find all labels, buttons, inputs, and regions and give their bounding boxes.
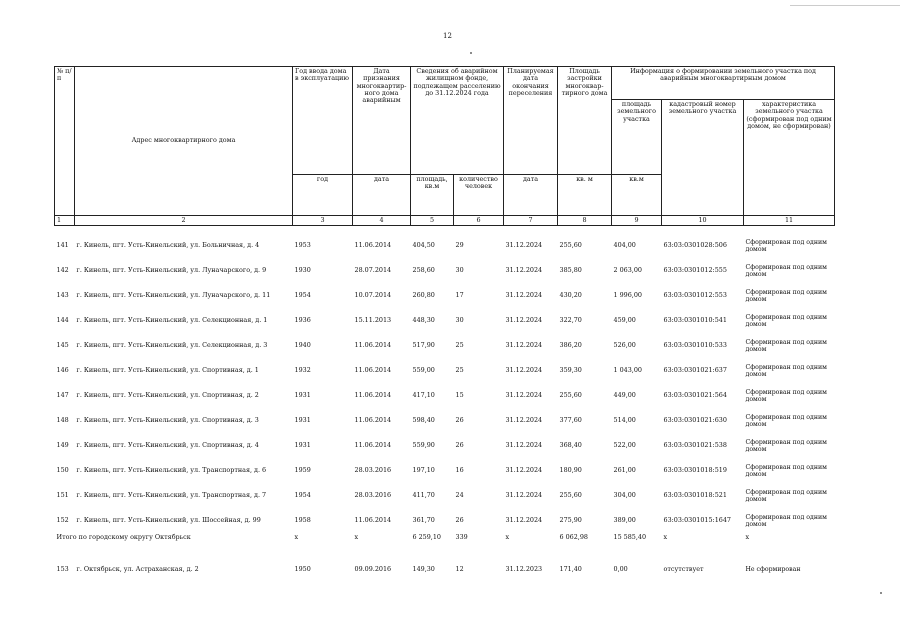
row-planned: 31.12.2024 [505,391,543,400]
header-emergency-fund: Сведения об аварийном жилищном фонде, подлежащем расселению до 31.12.2024 года [411,67,504,175]
table-row [55,383,835,408]
row-num: 145 [56,341,69,350]
row-land-area: 449,00 [613,391,636,400]
header-planned-date: Планируемая дата окончания переселения [504,67,558,175]
row-address: г. Октябрьск, ул. Астраханская, д. 2 [76,565,199,574]
row-building-area: 385,80 [559,266,582,275]
header-land-area: площадь земельного участка [612,100,662,175]
row-status: Сформирован под одним домом [745,263,827,278]
row-date: 28.03.2016 [354,491,392,500]
table-row [55,408,835,433]
row-building-area: 275,90 [559,516,582,525]
row-building-area: 430,20 [559,291,582,300]
row-cadastral: 63:03:0301015:1647 [663,516,731,525]
row-area: 258,60 [412,266,435,275]
row-date: 15.11.2013 [354,316,392,325]
row-area: 411,70 [412,491,435,500]
row-year: 1936 [294,316,311,325]
row-date: 09.09.2016 [354,565,392,574]
row-people: 25 [455,366,464,375]
row-address: г. Кинель, пгт. Усть-Кинельский, ул. Больничная, д. 4 [76,241,260,250]
row-address: г. Кинель, пгт. Усть-Кинельский, ул. Транспортная, д. 6 [76,466,267,475]
row-status: Сформирован под одним домом [745,313,827,328]
unit-sqm-land: кв.м [612,175,662,216]
row-num: 141 [56,241,69,250]
table-row [55,458,835,483]
row-planned: 31.12.2024 [505,466,543,475]
row-land-area: 1 996,00 [613,291,642,300]
row-status: Сформирован под одним домом [745,363,827,378]
total-planned: х [505,533,510,542]
row-num: 149 [56,441,69,450]
row-planned: 31.12.2024 [505,366,543,375]
row-people: 12 [455,565,464,574]
row-people: 29 [455,241,464,250]
table-row [55,557,835,582]
total-land-area: 15 585,40 [613,533,647,542]
row-year: 1950 [294,565,311,574]
row-area: 559,00 [412,366,435,375]
row-people: 26 [455,516,464,525]
row-year: 1930 [294,266,311,275]
row-land-area: 459,00 [613,316,636,325]
table-row [55,358,835,383]
row-planned: 31.12.2024 [505,241,543,250]
row-status: Сформирован под одним домом [745,238,827,253]
row-land-area: 304,00 [613,491,636,500]
row-cadastral: 63:03:0301018:519 [663,466,727,475]
row-land-area: 522,00 [613,441,636,450]
row-planned: 31.12.2024 [505,491,543,500]
row-area: 417,10 [412,391,435,400]
row-cadastral: 63:03:0301012:555 [663,266,727,275]
total-building-area: 6 062,98 [559,533,588,542]
row-num: 144 [56,316,69,325]
row-building-area: 255,60 [559,491,582,500]
row-cadastral: 63:03:0301021:637 [663,366,727,375]
header-num: № п/п [55,67,75,216]
row-building-area: 377,60 [559,416,582,425]
row-year: 1931 [294,416,311,425]
row-land-area: 0,00 [613,565,628,574]
row-cadastral: 63:03:0301012:553 [663,291,727,300]
total-cadastral: х [663,533,668,542]
col-number: 1 [55,216,75,226]
row-building-area: 255,60 [559,391,582,400]
row-people: 26 [455,416,464,425]
row-land-area: 389,00 [613,516,636,525]
row-land-area: 2 063,00 [613,266,642,275]
total-people: 339 [455,533,468,542]
table-row [55,283,835,308]
row-year: 1931 [294,441,311,450]
scan-edge-line [790,5,900,6]
row-year: 1954 [294,491,311,500]
row-area: 361,70 [412,516,435,525]
row-land-area: 1 043,00 [613,366,642,375]
total-year: х [294,533,299,542]
row-people: 16 [455,466,464,475]
row-address: г. Кинель, пгт. Усть-Кинельский, ул. Спортивная, д. 4 [76,441,259,450]
row-planned: 31.12.2024 [505,266,543,275]
row-date: 11.06.2014 [354,516,392,525]
row-address: г. Кинель, пгт. Усть-Кинельский, ул. Спортивная, д. 1 [76,366,259,375]
col-number: 5 [411,216,454,226]
row-cadastral: 63:03:0301021:630 [663,416,727,425]
row-area: 404,50 [412,241,435,250]
table-row [55,233,835,258]
row-area: 559,90 [412,441,435,450]
row-land-area: 526,00 [613,341,636,350]
unit-date: дата [353,175,411,216]
emergency-housing-table [54,66,835,582]
total-label: Итого по городскому округу Октябрьск [56,533,191,542]
row-date: 28.03.2016 [354,466,392,475]
row-year: 1931 [294,391,311,400]
table-row [55,508,835,533]
row-year: 1932 [294,366,311,375]
row-building-area: 322,70 [559,316,582,325]
row-date: 11.06.2014 [354,366,392,375]
col-number: 8 [558,216,612,226]
col-number: 11 [744,216,835,226]
scan-dot [470,52,472,54]
row-area: 149,30 [412,565,435,574]
row-status: Сформирован под одним домом [745,388,827,403]
unit-year: год [293,175,353,216]
table-row [55,483,835,508]
row-address: г. Кинель, пгт. Усть-Кинельский, ул. Спортивная, д. 3 [76,416,259,425]
unit-people: количество человек [454,175,504,216]
header-land-info: Информация о формировании земельного участка под аварийным многоквартирным домом [612,67,835,100]
row-address: г. Кинель, пгт. Усть-Кинельский, ул. Селекционная, д. 3 [76,341,268,350]
row-planned: 31.12.2024 [505,341,543,350]
row-num: 143 [56,291,69,300]
unit-sqm: кв. м [558,175,612,216]
row-people: 17 [455,291,464,300]
row-people: 25 [455,341,464,350]
row-address: г. Кинель, пгт. Усть-Кинельский, ул. Транспортная, д. 7 [76,491,267,500]
row-planned: 31.12.2024 [505,316,543,325]
row-building-area: 180,90 [559,466,582,475]
col-number: 2 [75,216,293,226]
row-status: Сформирован под одним домом [745,413,827,428]
row-cadastral: 63:03:0301028:506 [663,241,727,250]
row-cadastral: 63:03:0301018:521 [663,491,727,500]
total-date: х [354,533,359,542]
row-planned: 31.12.2024 [505,441,543,450]
row-area: 517,90 [412,341,435,350]
row-status: Сформирован под одним домом [745,463,827,478]
row-building-area: 255,60 [559,241,582,250]
unit-date-planned: дата [504,175,558,216]
row-cadastral: отсутствует [663,565,704,574]
col-number: 3 [293,216,353,226]
row-people: 30 [455,266,464,275]
row-people: 30 [455,316,464,325]
header-characteristic: характеристика земельного участка (сформирован под одним домом, не сформирован) [744,100,835,216]
header-building-area: Площадь застройки многоквар-тирного дома [558,67,612,175]
col-number: 4 [353,216,411,226]
col-number: 6 [454,216,504,226]
row-year: 1958 [294,516,311,525]
row-status: Сформирован под одним домом [745,488,827,503]
row-num: 150 [56,466,69,475]
row-area: 197,10 [412,466,435,475]
table-row [55,258,835,283]
page-number: 12 [443,32,452,40]
row-date: 11.06.2014 [354,441,392,450]
row-year: 1953 [294,241,311,250]
row-year: 1954 [294,291,311,300]
header-year-commissioned: Год ввода дома в эксплуатацию [293,67,353,175]
col-number: 9 [612,216,662,226]
row-num: 153 [56,565,69,574]
row-people: 24 [455,491,464,500]
row-num: 151 [56,491,69,500]
row-people: 26 [455,441,464,450]
row-date: 11.06.2014 [354,391,392,400]
row-cadastral: 63:03:0301021:564 [663,391,727,400]
table-footer-rows [55,533,835,582]
unit-area: площадь, кв.м [411,175,454,216]
header-address: Адрес многоквартирного дома [75,67,293,216]
row-cadastral: 63:03:0301010:541 [663,316,727,325]
table-body [55,226,835,534]
row-num: 147 [56,391,69,400]
header-date-emergency: Дата признания многоквартир-ного дома аварийным [353,67,411,175]
row-address: г. Кинель, пгт. Усть-Кинельский, ул. Шоссейная, д. 99 [76,516,261,525]
row-cadastral: 63:03:0301021:538 [663,441,727,450]
row-status: Сформирован под одним домом [745,438,827,453]
row-land-area: 261,00 [613,466,636,475]
row-planned: 31.12.2024 [505,291,543,300]
col-number: 7 [504,216,558,226]
row-building-area: 386,20 [559,341,582,350]
row-date: 28.07.2014 [354,266,392,275]
row-status: Сформирован под одним домом [745,513,827,528]
row-num: 146 [56,366,69,375]
row-status: Сформирован под одним домом [745,338,827,353]
col-number: 10 [662,216,744,226]
row-cadastral: 63:03:0301010:533 [663,341,727,350]
row-building-area: 171,40 [559,565,582,574]
row-num: 152 [56,516,69,525]
row-area: 260,80 [412,291,435,300]
row-address: г. Кинель, пгт. Усть-Кинельский, ул. Луначарского, д. 9 [76,266,267,275]
row-status: Не сформирован [745,566,801,574]
scan-dot [880,592,882,594]
row-address: г. Кинель, пгт. Усть-Кинельский, ул. Луначарского, д. 11 [76,291,271,300]
row-people: 15 [455,391,464,400]
row-num: 142 [56,266,69,275]
row-status: Сформирован под одним домом [745,288,827,303]
row-building-area: 359,30 [559,366,582,375]
row-address: г. Кинель, пгт. Усть-Кинельский, ул. Спортивная, д. 2 [76,391,259,400]
row-date: 10.07.2014 [354,291,392,300]
table-row [55,308,835,333]
header-cadastral: кадастровый номер земельного участка [662,100,744,216]
row-land-area: 404,00 [613,241,636,250]
row-num: 148 [56,416,69,425]
row-date: 11.06.2014 [354,341,392,350]
total-area: 6 259,10 [412,533,441,542]
row-land-area: 514,00 [613,416,636,425]
table-row [55,433,835,458]
total-status: х [745,533,750,542]
row-planned: 31.12.2024 [505,416,543,425]
row-building-area: 368,40 [559,441,582,450]
row-date: 11.06.2014 [354,241,392,250]
row-date: 11.06.2014 [354,416,392,425]
row-planned: 31.12.2024 [505,516,543,525]
row-year: 1940 [294,341,311,350]
table-row [55,333,835,358]
row-area: 448,30 [412,316,435,325]
row-address: г. Кинель, пгт. Усть-Кинельский, ул. Селекционная, д. 1 [76,316,268,325]
row-year: 1959 [294,466,311,475]
row-area: 598,40 [412,416,435,425]
row-planned: 31.12.2023 [505,565,543,574]
total-row [55,533,835,557]
